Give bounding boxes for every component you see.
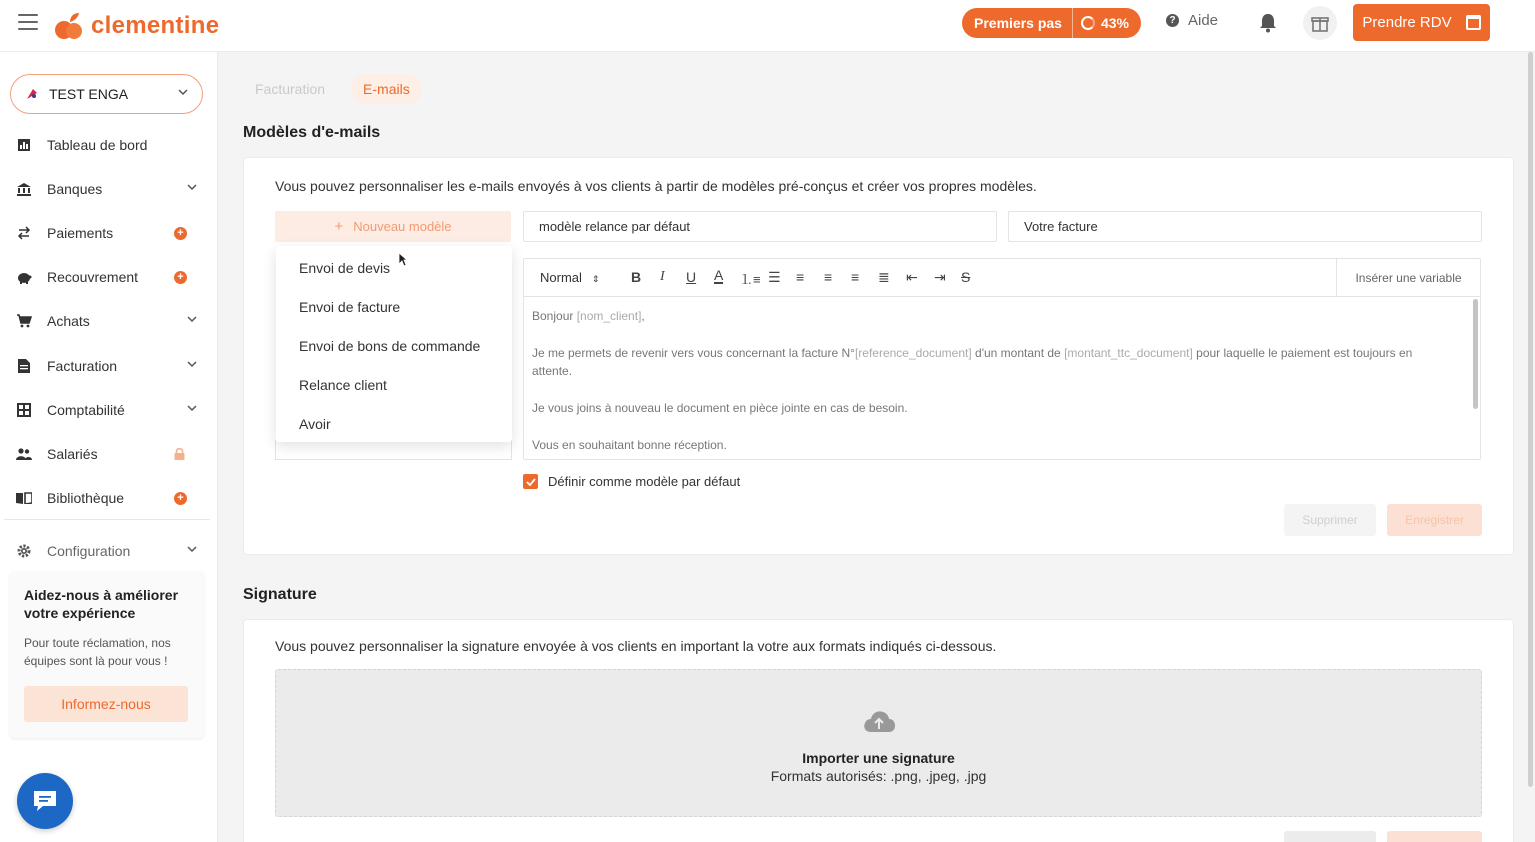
gift-icon bbox=[1311, 14, 1329, 32]
progress-label: Premiers pas bbox=[962, 8, 1073, 38]
transfer-icon bbox=[16, 225, 32, 241]
dashboard-icon bbox=[16, 137, 32, 153]
bullet-list-icon[interactable]: ☰ bbox=[768, 269, 781, 285]
align-left-icon[interactable]: ≡ bbox=[796, 269, 805, 285]
tab-emails[interactable]: E-mails bbox=[351, 74, 422, 104]
book-icon bbox=[16, 490, 32, 506]
sidebar-divider bbox=[4, 519, 210, 520]
email-body-content[interactable]: Bonjour [nom_client], Je me permets de revenir vers vous concernant la facture N°[reference_document] d'un montant de [montant_ttc_document] pour laquelle le paiement est toujours en attente. Je vous joins à nouveau le document en pièce jointe en cas de besoin. Vous en souhaitant bonne réception. bbox=[532, 309, 1413, 452]
clementine-logo-icon bbox=[52, 8, 88, 44]
checkbox-checked-icon[interactable] bbox=[523, 474, 538, 489]
chat-icon bbox=[31, 788, 59, 814]
email-body-editor[interactable] bbox=[523, 258, 1481, 460]
signature-upload-dropzone[interactable] bbox=[275, 669, 1482, 817]
sidebar-item-employees[interactable] bbox=[16, 442, 202, 466]
sidebar-item-recovery[interactable] bbox=[16, 265, 202, 289]
calendar-icon bbox=[1466, 15, 1481, 30]
signature-title: Signature bbox=[243, 586, 317, 603]
people-icon bbox=[16, 446, 32, 462]
chevron-down-icon bbox=[187, 544, 197, 554]
sidebar-item-label: Comptabilité bbox=[47, 402, 125, 418]
signature-intro: Vous pouvez personnaliser la signature envoyée à vos clients en important la votre aux formats indiqués ci-dessous. bbox=[275, 638, 997, 654]
tab-billing[interactable]: Facturation bbox=[255, 81, 326, 97]
company-name: TEST ENGA bbox=[49, 86, 129, 102]
settings-tabs bbox=[243, 74, 422, 104]
chevron-down-icon bbox=[187, 314, 197, 324]
feedback-card bbox=[10, 572, 204, 738]
dropdown-item-quote[interactable]: Envoi de devis bbox=[299, 260, 391, 276]
email-templates-title: Modèles d'e-mails bbox=[243, 124, 381, 141]
signature-delete-button[interactable] bbox=[1284, 831, 1376, 842]
save-button[interactable]: Enregistrer bbox=[1387, 504, 1482, 536]
new-badge-icon: + bbox=[174, 492, 187, 505]
page-scrollbar[interactable] bbox=[1528, 52, 1533, 787]
help-button[interactable] bbox=[1166, 12, 1218, 29]
dropdown-item-credit-note[interactable]: Avoir bbox=[299, 416, 331, 432]
feedback-title: Aidez-nous à améliorer votre expérience bbox=[24, 587, 179, 621]
sidebar-item-label: Facturation bbox=[47, 358, 118, 374]
chevron-down-icon bbox=[187, 182, 197, 192]
upload-title: Importer une signature bbox=[802, 750, 955, 766]
cloud-upload-icon bbox=[862, 708, 896, 734]
sidebar-item-dashboard[interactable] bbox=[16, 133, 202, 157]
indent-icon[interactable]: ⇥ bbox=[934, 269, 946, 285]
ordered-list-icon[interactable]: ⒈≡ bbox=[740, 272, 761, 287]
top-bar bbox=[0, 0, 1535, 52]
grid-icon bbox=[16, 402, 32, 418]
align-right-icon[interactable]: ≡ bbox=[851, 269, 860, 285]
sidebar-item-accounting[interactable] bbox=[16, 398, 202, 422]
strikethrough-icon[interactable]: S bbox=[961, 269, 971, 285]
progress-value: 43% bbox=[1100, 15, 1129, 31]
email-subject-input[interactable]: Votre facture bbox=[1008, 211, 1482, 242]
sidebar-item-label: Paiements bbox=[47, 225, 114, 241]
editor-scrollbar[interactable] bbox=[1473, 299, 1478, 409]
dropdown-item-client-reminder[interactable]: Relance client bbox=[299, 377, 387, 393]
chat-button[interactable] bbox=[17, 773, 73, 829]
mouse-cursor-icon bbox=[398, 252, 408, 268]
new-template-button[interactable] bbox=[275, 211, 511, 242]
align-justify-icon[interactable]: ≣ bbox=[878, 269, 890, 285]
logo[interactable] bbox=[52, 6, 219, 46]
company-logo-icon bbox=[25, 87, 39, 101]
chevron-down-icon bbox=[178, 87, 188, 97]
notification-bell-icon[interactable] bbox=[1259, 13, 1277, 33]
sidebar-item-label: Tableau de bord bbox=[47, 137, 148, 153]
sidebar-item-configuration[interactable] bbox=[16, 539, 202, 563]
chevron-down-icon bbox=[187, 403, 197, 413]
chevron-down-icon bbox=[187, 359, 197, 369]
new-badge-icon: + bbox=[174, 227, 187, 240]
feedback-text: Pour toute réclamation, nos équipes sont là pour vous ! bbox=[24, 636, 171, 668]
italic-icon[interactable]: I bbox=[660, 269, 665, 284]
onboarding-progress-button[interactable] bbox=[962, 8, 1141, 38]
template-list-panel bbox=[275, 440, 512, 460]
dropdown-item-invoice[interactable]: Envoi de facture bbox=[299, 299, 401, 315]
template-name-input[interactable]: modèle relance par défaut bbox=[523, 211, 997, 242]
bank-icon bbox=[16, 181, 32, 197]
help-icon: ? bbox=[1166, 14, 1179, 27]
plus-icon: + bbox=[334, 218, 344, 235]
menu-icon[interactable] bbox=[18, 14, 38, 30]
insert-variable-button[interactable]: Insérer une variable bbox=[1336, 259, 1480, 297]
text-color-icon[interactable]: A bbox=[714, 267, 724, 283]
new-badge-icon: + bbox=[174, 271, 187, 284]
sidebar-item-label: Achats bbox=[47, 313, 90, 329]
dropdown-item-purchase-order[interactable]: Envoi de bons de commande bbox=[299, 338, 481, 354]
sidebar-item-label: Recouvrement bbox=[47, 269, 139, 285]
sidebar-item-label: Salariés bbox=[47, 446, 98, 462]
format-select[interactable]: Normal ⇕ bbox=[540, 270, 600, 285]
sidebar-item-label: Banques bbox=[47, 181, 103, 197]
default-template-checkbox[interactable] bbox=[523, 474, 740, 489]
cart-icon bbox=[16, 313, 32, 329]
signature-save-button[interactable] bbox=[1387, 831, 1482, 842]
lock-icon bbox=[174, 447, 185, 460]
underline-icon[interactable]: U bbox=[686, 269, 697, 285]
progress-ring-icon bbox=[1081, 16, 1095, 30]
sidebar-item-label: Configuration bbox=[47, 543, 131, 559]
gear-icon bbox=[16, 543, 32, 559]
sidebar bbox=[0, 52, 218, 842]
feedback-button[interactable]: Informez-nous bbox=[24, 686, 188, 722]
template-type-dropdown bbox=[276, 246, 512, 442]
sidebar-item-purchases[interactable] bbox=[16, 309, 202, 333]
new-template-label: Nouveau modèle bbox=[353, 219, 452, 234]
cta-label: Prendre RDV bbox=[1362, 14, 1452, 31]
delete-button[interactable]: Supprimer bbox=[1284, 504, 1376, 536]
sidebar-item-payments[interactable] bbox=[16, 221, 202, 245]
help-label: Aide bbox=[1188, 12, 1219, 29]
upload-formats: Formats autorisés: .png, .jpeg, .jpg bbox=[770, 768, 987, 784]
company-selector[interactable] bbox=[10, 74, 203, 114]
sidebar-item-label: Bibliothèque bbox=[47, 490, 125, 506]
brand-name: clementine bbox=[91, 12, 220, 39]
piggy-bank-icon bbox=[16, 269, 32, 285]
bold-icon[interactable]: B bbox=[631, 269, 642, 285]
book-appointment-button[interactable] bbox=[1353, 4, 1490, 41]
sidebar-item-library[interactable] bbox=[16, 486, 202, 510]
sidebar-item-banks[interactable] bbox=[16, 177, 202, 201]
invoice-icon bbox=[16, 358, 32, 374]
sidebar-item-invoicing[interactable] bbox=[16, 354, 202, 378]
align-center-icon[interactable]: ≡ bbox=[824, 269, 833, 285]
email-templates-intro: Vous pouvez personnaliser les e-mails envoyés à vos clients à partir de modèles pré-conçus et créer vos propres modèles. bbox=[275, 178, 1037, 194]
editor-toolbar bbox=[524, 259, 1480, 297]
outdent-icon[interactable]: ⇤ bbox=[906, 269, 918, 285]
gift-button[interactable] bbox=[1303, 6, 1337, 40]
default-template-label: Définir comme modèle par défaut bbox=[548, 474, 741, 489]
